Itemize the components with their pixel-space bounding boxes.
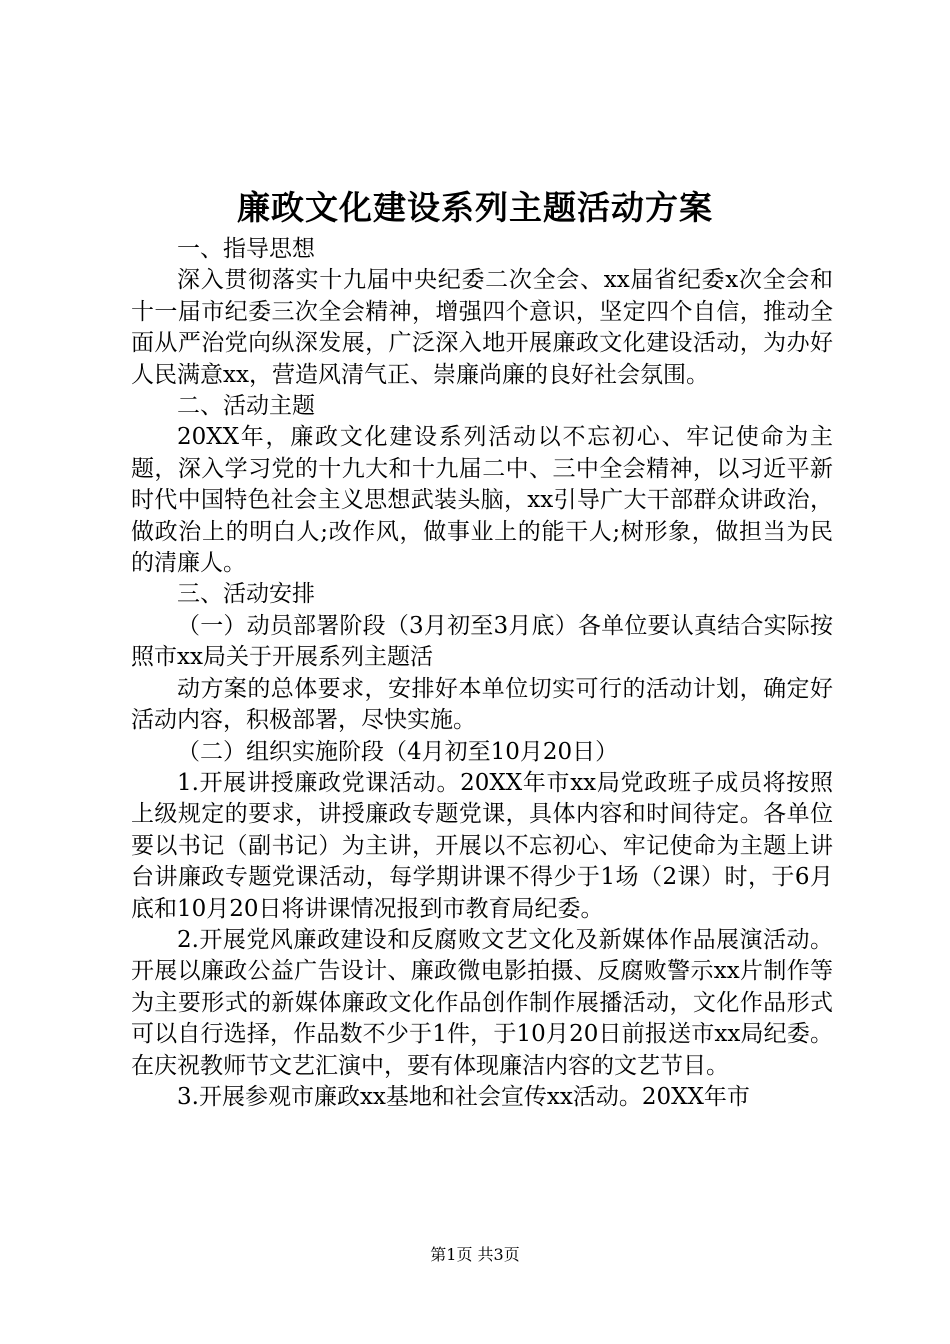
body-paragraph: 动方案的总体要求，安排好本单位切实可行的活动计划，确定好活动内容，积极部署，尽快实施。 xyxy=(131,675,833,734)
subsection-heading: （二）组织实施阶段（4月初至10月20日） xyxy=(177,738,619,765)
body-paragraph: 3.开展参观市廉政xx基地和社会宣传xx活动。20XX年市 xyxy=(177,1083,750,1110)
document-title: 廉政文化建设系列主题活动方案 xyxy=(237,188,713,227)
body-paragraph: （一）动员部署阶段（3月初至3月底）各单位要认真结合实际按照市xx局关于开展系列主题活 xyxy=(131,612,833,671)
section-heading: 三、活动安排 xyxy=(177,581,315,608)
body-paragraph: 20XX年，廉政文化建设系列活动以不忘初心、牢记使命为主题，深入学习党的十九大和十九届二中、三中全会精神，以习近平新时代中国特色社会主义思想武装头脑，xx引导广大干部群众讲政治，做政治上的明白人;改作风，做事业上的能干人;树形象，做担当为民的清廉人。 xyxy=(131,424,833,577)
section-heading: 一、指导思想 xyxy=(177,236,315,262)
body-paragraph: 1.开展讲授廉政党课活动。20XX年市xx局党政班子成员将按照上级规定的要求，讲授廉政专题党课，具体内容和时间待定。各单位要以书记（副书记）为主讲，开展以不忘初心、牢记使命为主题上讲台讲廉政专题党课活动，每学期讲课不得少于1场（2课）时，于6月底和10月20日将讲课情况报到市教育局纪委。 xyxy=(131,769,833,922)
page-number: 第1页 共3页 xyxy=(430,1245,520,1264)
body-paragraph: 2.开展党风廉政建设和反腐败文艺文化及新媒体作品展演活动。开展以廉政公益广告设计、廉政微电影拍摄、反腐败警示xx片制作等为主要形式的新媒体廉政文化作品创作制作展播活动，文化作品形式可以自行选择，作品数不少于1件，于10月20日前报送市xx局纪委。在庆祝教师节文艺汇演中，要有体现廉洁内容的文艺节目。 xyxy=(131,926,833,1079)
body-paragraph: 深入贯彻落实十九届中央纪委二次全会、xx届省纪委x次全会和十一届市纪委三次全会精神，增强四个意识，坚定四个自信，推动全面从严治党向纵深发展，广泛深入地开展廉政文化建设活动，为办好人民满意xx，营造风清气正、崇廉尚廉的良好社会氛围。 xyxy=(131,267,833,388)
document-body xyxy=(131,234,833,1113)
section-heading: 二、活动主题 xyxy=(177,393,315,420)
